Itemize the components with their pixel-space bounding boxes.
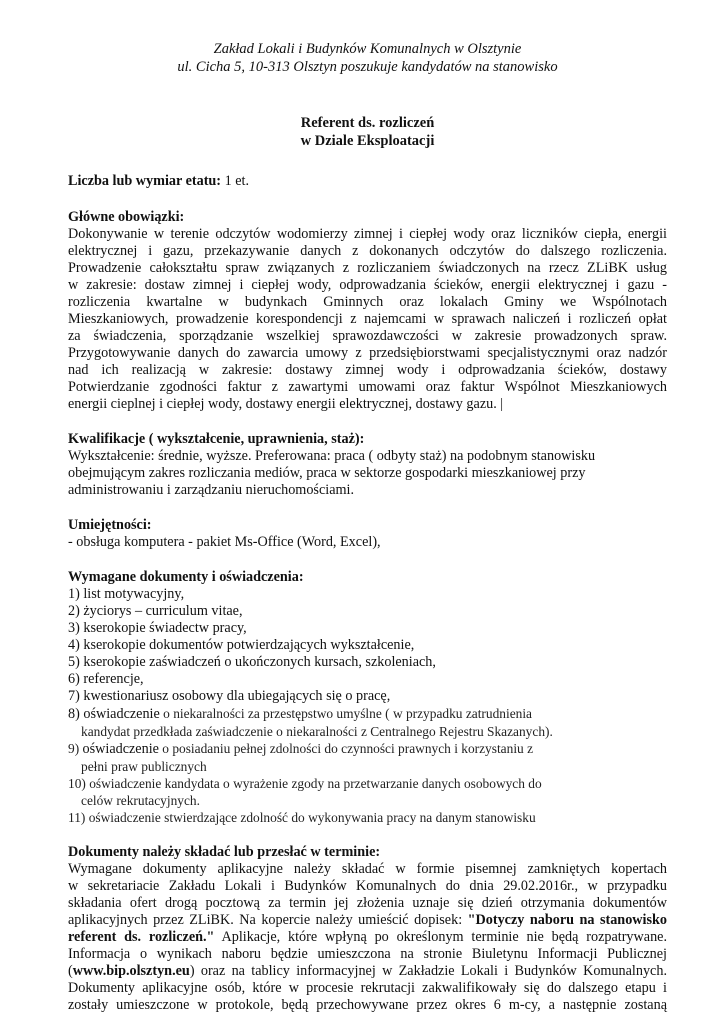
- duties-line: elektrycznej i gazu, przekazywanie danych z dokonanych odczytów do dalszego rozliczenia.: [68, 243, 667, 259]
- list-item-prefix: 8): [68, 706, 84, 722]
- deadline-line: [68, 929, 667, 946]
- list-item-continuation: kandydat przedkłada zaświadczenie o niekaralności z Centralnego Rejestru Skazanych).: [81, 724, 553, 739]
- title-line-2: w Dziale Eksploatacji: [300, 133, 435, 149]
- deadline-line: [68, 963, 667, 980]
- envelope-note: "Dotyczy naboru na stanowisko: [467, 912, 667, 928]
- title-line-1: Referent ds. rozliczeń: [300, 115, 435, 131]
- qualifications-heading: Kwalifikacje ( wykształcenie, uprawnienia, staż):: [68, 431, 365, 447]
- duties-line: za świadczenia, sporządzanie wszelkiej sprawozdawczości w zakresie prowadzonych spraw.: [68, 328, 667, 344]
- deadline-text: aplikacyjnych przez ZLiBK. Na kopercie należy umieścić dopisek:: [68, 912, 468, 928]
- list-item: 5) kserokopie zaświadczeń o ukończonych kursach, szkoleniach,: [68, 654, 436, 670]
- duties-line: Mieszkaniowych, prowadzenie korespondencji z najemcami w sprawach naliczeń i rozliczeń opłat: [68, 311, 667, 327]
- list-item-10: 10) oświadczenie kandydata o wyrażenie zgody na przetwarzanie danych osobowych do: [68, 776, 542, 791]
- duties-heading: Główne obowiązki:: [68, 209, 185, 225]
- list-item: 2) życiorys – curriculum vitae,: [68, 603, 243, 619]
- duties-line: Potwierdzanie zgodności faktur z zawartymi umowami oraz faktur Wspólnot Mieszkaniowych: [68, 379, 667, 395]
- deadline-line: zostały umieszczone w protokole, będą przechowywane przez okres 6 m-cy, a następnie zostaną: [68, 997, 667, 1013]
- skills-line: - obsługa komputera - pakiet Ms-Office (Word, Excel),: [68, 534, 381, 550]
- deadline-line: [68, 912, 667, 929]
- envelope-note: referent ds. rozliczeń.": [68, 929, 215, 945]
- deadline-line: w sekretariacie Zakładu Lokali i Budynków Komunalnych do dnia 29.02.2016r., w przypadku: [68, 878, 667, 894]
- qualifications-line: Wykształcenie: średnie, wyższe. Preferowana: praca ( odbyty staż) na podobnym stanowisku: [68, 448, 596, 464]
- bip-link[interactable]: www.bip.olsztyn.eu: [72, 963, 190, 979]
- duties-line: energii cieplnej i ciepłej wody, dostawy energii elektrycznej, dostawy gazu. |: [68, 396, 504, 412]
- list-item: 4) kserokopie dokumentów potwierdzających wykształcenie,: [68, 637, 415, 653]
- deadline-line: składania ofert drogą pocztową za termin jej złożenia uznaje się dzień otrzymania dokumentów: [68, 895, 667, 911]
- list-item-11: 11) oświadczenie stwierdzające zdolność do wykonywania pracy na danym stanowisku: [68, 810, 536, 825]
- list-item-keyword: oświadczenie: [82, 741, 159, 757]
- deadline-text: Aplikacje, które wpłyną po określonym terminie nie będą rozpatrywane.: [214, 929, 668, 945]
- list-item-text: o posiadaniu pełnej zdolności do czynności prawnych i korzystaniu z: [158, 741, 534, 756]
- qualifications-line: administrowaniu i zarządzaniu nieruchomościami.: [68, 482, 355, 498]
- list-item-keyword: oświadczenie: [83, 706, 160, 722]
- etat-section: [68, 173, 667, 190]
- documents-heading: Wymagane dokumenty i oświadczenia:: [68, 569, 304, 585]
- duties-section: [68, 209, 667, 413]
- deadline-line: Dokumenty aplikacyjne osób, które w procesie rekrutacji zakwalifikowały się do dalszego etapu i: [68, 980, 667, 996]
- list-item-text: o niekaralności za przestępstwo umyślne ( w przypadku zatrudnienia: [159, 706, 533, 721]
- qualifications-line: obejmującym zakres rozliczania mediów, praca w sektorze gospodarki mieszkaniowej przy: [68, 465, 586, 481]
- list-item: 6) referencje,: [68, 671, 144, 687]
- duties-line: nad ich realizacją w zakresie: dostawy zimnej wody i odprowadzania ścieków, dostawy: [68, 362, 667, 378]
- duties-line: w zakresie: dostaw zimnej i ciepłej wody, odprowadzania ścieków, energii elektrycznej i gazu -: [68, 277, 667, 293]
- deadline-heading: Dokumenty należy składać lub przesłać w terminie:: [68, 844, 381, 860]
- etat-value: 1 et.: [221, 173, 250, 189]
- duties-line: rozliczenia kwartalne w budynkach Gminnych oraz lokalach Gminy we Wspólnotach: [68, 294, 667, 310]
- document-header: [68, 40, 667, 76]
- documents-section: [68, 569, 667, 826]
- list-item-continuation: celów rekrutacyjnych.: [81, 793, 200, 808]
- list-item: 3) kserokopie świadectw pracy,: [68, 620, 247, 636]
- etat-label: Liczba lub wymiar etatu:: [68, 173, 222, 189]
- deadline-line: Informacja o wynikach naboru będzie umieszczona na stronie Biuletynu Informacji Publicznej: [68, 946, 667, 962]
- skills-heading: Umiejętności:: [68, 517, 152, 533]
- header-line-1: Zakład Lokali i Budynków Komunalnych w Olsztynie: [213, 41, 522, 57]
- duties-line: Prowadzenie całokształtu spraw związanych z rozliczaniem świadczonych na rzecz ZLiBK usług: [68, 260, 667, 276]
- duties-line: Dokonywanie w terenie odczytów wodomierzy zimnej i ciepłej wody oraz liczników ciepła, energii: [68, 226, 667, 242]
- deadline-section: [68, 844, 667, 1014]
- list-item-9: [68, 740, 667, 758]
- deadline-text: (: [68, 963, 73, 979]
- skills-section: [68, 517, 667, 551]
- deadline-text: ) oraz na tablicy informacyjnej w Zakładzie Lokali i Budynków Komunalnych.: [189, 963, 667, 979]
- list-item: 7) kwestionariusz osobowy dla ubiegających się o pracę,: [68, 688, 391, 704]
- list-item-8: [68, 705, 667, 723]
- list-item-continuation: pełni praw publicznych: [81, 759, 207, 774]
- duties-line: Przygotowywanie danych do zawarcia umowy z przedsiębiorstwami specjalistycznymi oraz nadzór: [68, 345, 667, 361]
- deadline-line: Wymagane dokumenty aplikacyjne należy składać w formie pisemnej zamkniętych kopertach: [68, 861, 667, 877]
- position-title: [68, 114, 667, 150]
- list-item: 1) list motywacyjny,: [68, 586, 185, 602]
- qualifications-section: [68, 431, 667, 499]
- document-page: [68, 40, 667, 1014]
- list-item-prefix: 9): [68, 741, 83, 756]
- header-line-2: ul. Cicha 5, 10-313 Olsztyn poszukuje kandydatów na stanowisko: [177, 59, 558, 75]
